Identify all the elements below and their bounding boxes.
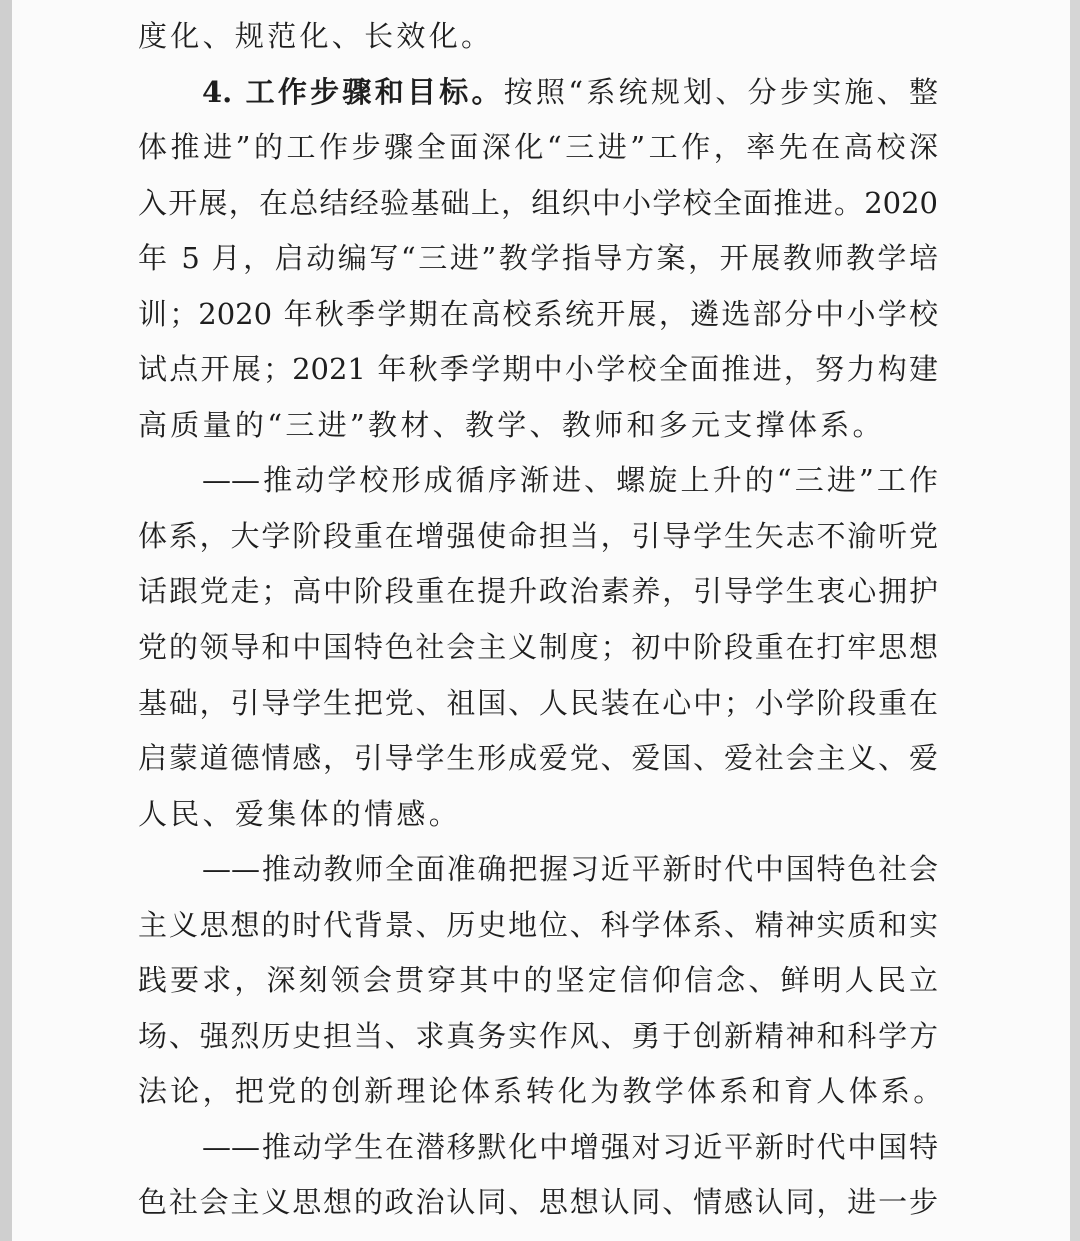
scan-edge-right <box>1070 0 1080 1241</box>
text-line: ——推动学生在潜移默化中增强对习近平新时代中国特 <box>202 1129 938 1164</box>
text-line: 法论，把党的创新理论体系转化为教学体系和育人体系。 <box>138 1074 946 1109</box>
text-line: 场、强烈历史担当、求真务实作风、勇于创新精神和科学方 <box>138 1018 938 1053</box>
text-line: 人民、爱集体的情感。 <box>138 796 462 831</box>
text-line: ——推动教师全面准确把握习近平新时代中国特色社会 <box>202 852 938 887</box>
text-line: 基础，引导学生把党、祖国、人民装在心中；小学阶段重在 <box>138 685 938 720</box>
text-line: 践要求，深刻领会贯穿其中的坚定信仰信念、鲜明人民立 <box>138 963 938 998</box>
text-line: 试点开展；2021 年秋季学期中小学校全面推进，努力构建 <box>138 352 938 387</box>
text-line: 年 5 月，启动编写“三进”教学指导方案，开展教师教学培 <box>138 241 938 276</box>
text-line: 色社会主义思想的政治认同、思想认同、情感认同，进一步 <box>138 1185 938 1220</box>
document-body <box>138 9 946 1231</box>
text-line: ——推动学校形成循序渐进、螺旋上升的“三进”工作 <box>202 463 938 498</box>
text-line <box>138 65 938 121</box>
text-line: 主义思想的时代背景、历史地位、科学体系、精神实质和实 <box>138 907 938 942</box>
text-line: 度化、规范化、长效化。 <box>138 19 494 53</box>
text-line: 训；2020 年秋季学期在高校系统开展，遴选部分中小学校 <box>138 296 938 331</box>
text-line: 高质量的“三进”教材、教学、教师和多元支撑体系。 <box>138 407 885 442</box>
text-line: 党的领导和中国特色社会主义制度；初中阶段重在打牢思想 <box>138 630 938 665</box>
section-heading: 4. 工作步骤和目标。 <box>202 74 504 109</box>
text-line: 启蒙道德情感，引导学生形成爱党、爱国、爱社会主义、爱 <box>138 741 938 776</box>
text-line: 入开展，在总结经验基础上，组织中小学校全面推进。2020 <box>138 185 938 220</box>
scan-edge-left <box>0 0 12 1241</box>
text-line: 体推进”的工作步骤全面深化“三进”工作，率先在高校深 <box>138 130 938 165</box>
text-line-continuation: 按照“系统规划、分步实施、整 <box>503 74 939 109</box>
text-line: 体系，大学阶段重在增强使命担当，引导学生矢志不渝听党 <box>138 518 938 553</box>
text-line: 话跟党走；高中阶段重在提升政治素养，引导学生衷心拥护 <box>138 574 938 609</box>
